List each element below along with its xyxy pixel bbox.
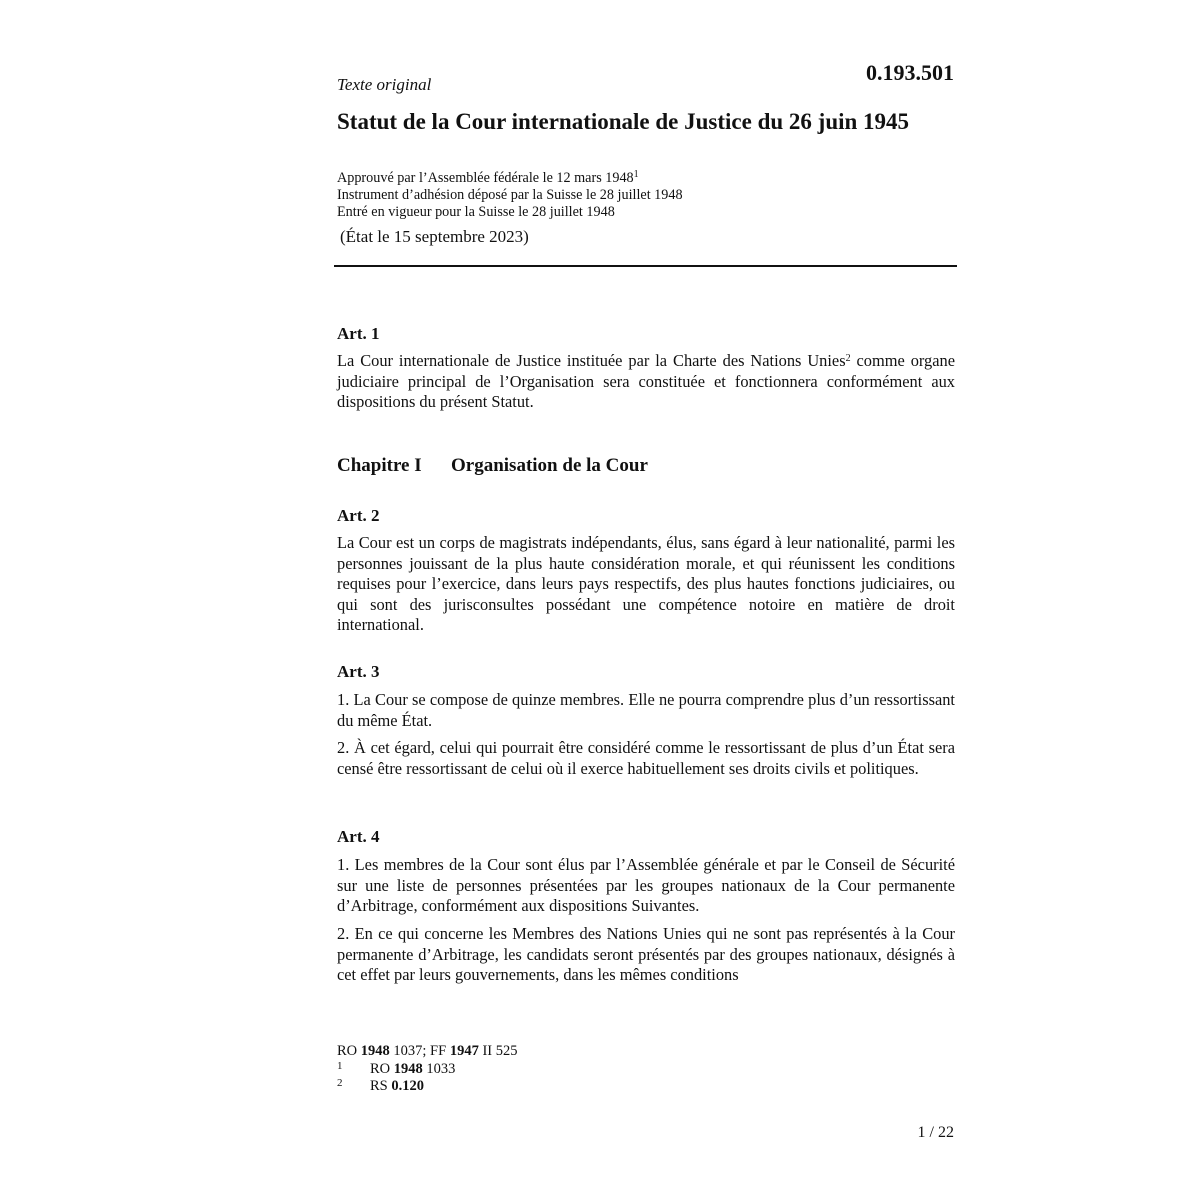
footnote-1-year: 1948 [393,1060,423,1077]
document-title: Statut de la Cour internationale de Justice du 26 juin 1945 [337,109,910,134]
footnote-ref-1[interactable]: 1 [633,169,639,180]
article-1-text-end: comme organe judiciaire principal de l’Organisation sera constituée et fonctionnera conformément aux dispositions du présent Statut. [337,351,956,411]
footnotes [337,1043,518,1096]
footnote-1: 1 RO 1948 1033 [337,1059,456,1077]
chapter-1-heading [337,455,648,477]
article-4-paragraph-2: 2. En ce qui concerne les Membres des Nations Unies qui ne sont pas représentés à la Cour permanente d’Arbitrage, les candidats seront présentés par des groupes nationaux, désignés à cet effet par leurs gouvernements, dans les mêmes conditions [337,924,955,984]
entry-line: Entré en vigueur pour la Suisse le 28 juillet 1948 [337,204,615,220]
footnote-2-prefix: RS [370,1078,388,1094]
article-2-heading: Art. 2 [337,506,380,525]
source-reference [337,1043,518,1061]
footnote-2: 2 RS 0.120 [337,1077,424,1094]
article-3-heading: Art. 3 [337,662,380,681]
instrument-line: Instrument d’adhésion déposé par la Suisse le 28 juillet 1948 [337,187,683,203]
footnote-1-page: 1033 [426,1060,456,1077]
approval-metadata [337,170,683,221]
source-ff-page: II 525 [482,1043,518,1059]
article-1-heading: Art. 1 [337,324,380,343]
article-1-text-start: La Cour internationale de Justice instituée par la Charte des Nations Unies [337,351,846,370]
original-text-label: Texte original [337,75,432,94]
source-ro: RO [337,1043,358,1059]
article-4-paragraph-1: 1. Les membres de la Cour sont élus par l’Assemblée générale et par le Conseil de Sécurité sur une liste de personnes présentées par les groupes nationaux de la Cour permanente d’Arbitrage, conformément aux dispositions Suivantes. [337,855,955,915]
source-ff-year: 1947 [449,1043,479,1059]
footnote-2-ref[interactable]: 0.120 [391,1078,424,1094]
article-2-text: La Cour est un corps de magistrats indépendants, élus, sans égard à leur nationalité, parmi les personnes jouissant de la plus haute considération morale, et qui réunissent les conditions requises pour l’exercice, dans leurs pays respectifs, des plus hautes fonctions judiciaires, ou qui sont des jurisconsultes possédant une compétence notoire en matière de droit international. [337,533,955,634]
state-date: (État le 15 septembre 2023) [340,227,529,246]
footnote-1-prefix: RO [370,1060,391,1077]
footnote-ref-2[interactable]: 2 [845,353,851,364]
approval-text: Approuvé par l’Assemblée fédérale le 12 mars 1948 [337,170,634,186]
approval-line [337,170,683,187]
sr-number: 0.193.501 [866,60,954,85]
page-number: 1 / 22 [917,1124,954,1141]
article-3-paragraph-2: 2. À cet égard, celui qui pourrait être considéré comme le ressortissant de plus d’un État sera censé être ressortissant de celui où il exerce habituellement ses droits civils et politiques. [337,738,955,778]
source-ro-page: 1037; FF [393,1043,447,1059]
chapter-number: Chapitre I [337,455,422,476]
article-4-heading: Art. 4 [337,827,380,846]
source-ro-year: 1948 [360,1043,390,1059]
chapter-title: Organisation de la Cour [451,455,648,476]
article-3-paragraph-1: 1. La Cour se compose de quinze membres. Elle ne pourra comprendre plus d’un ressortissant du même État. [337,690,955,730]
article-1-text [337,351,955,413]
header-divider [334,265,957,267]
